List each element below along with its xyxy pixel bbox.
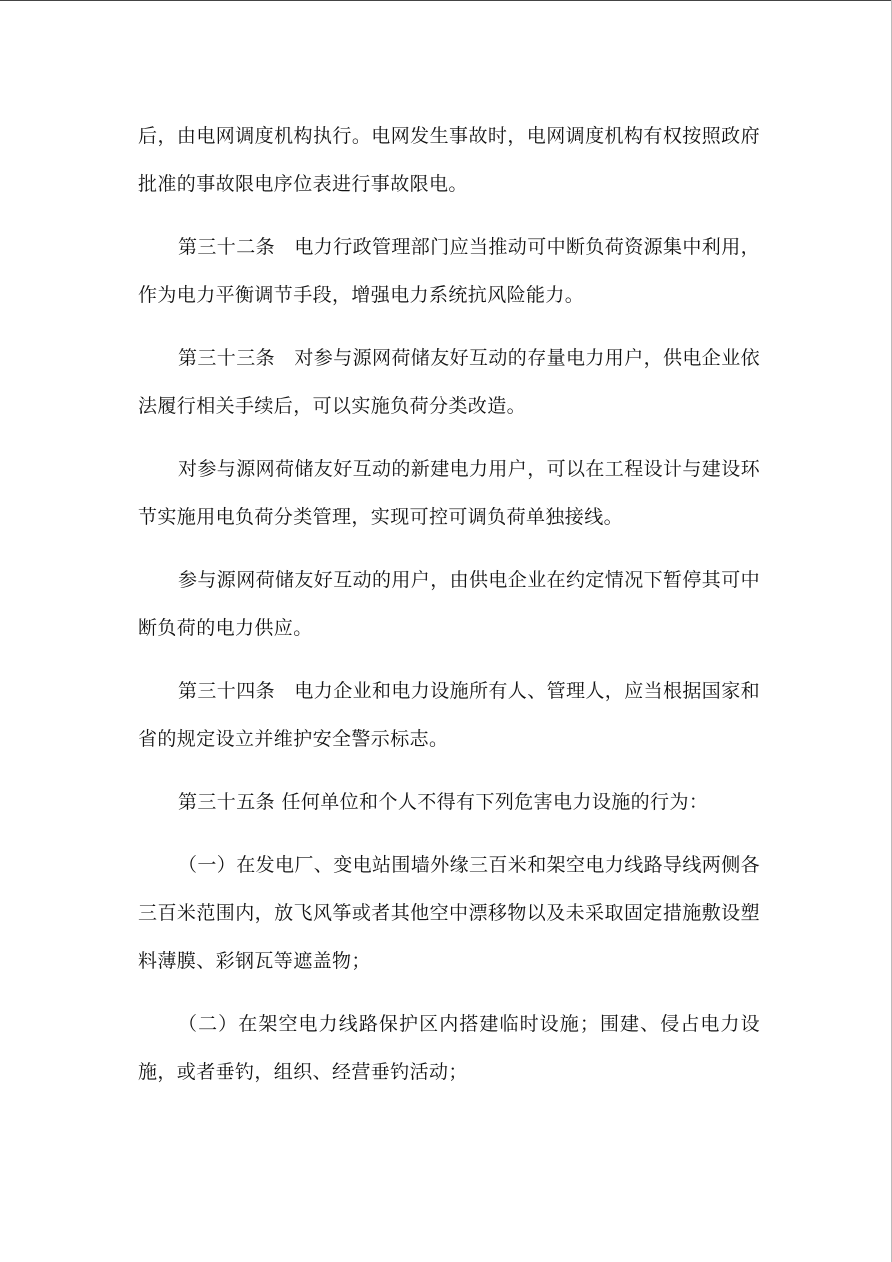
paragraph-article-35-item-1: （一）在发电厂、变电站围墙外缘三百米和架空电力线路导线两侧各三百米范围内，放飞风筝或者其他空中漂移物以及未采取固定措施敷设塑料薄膜、彩钢瓦等遮盖物；: [138, 854, 761, 972]
paragraph-article-33-new-users: 对参与源网荷储友好互动的新建电力用户，可以在工程设计与建设环节实施用电负荷分类管理，实现可控可调负荷单独接线。: [138, 458, 761, 528]
paragraph-article-35-item-2: （二）在架空电力线路保护区内搭建临时设施；围建、侵占电力设施，或者垂钓，组织、经营垂钓活动；: [138, 1013, 760, 1083]
paragraph-article-34: 第三十四条 电力企业和电力设施所有人、管理人，应当根据国家和省的规定设立并维护安全警示标志。: [138, 680, 761, 750]
paragraph-continuation: 后，由电网调度机构执行。电网发生事故时，电网调度机构有权按照政府批准的事故限电序位表进行事故限电。: [138, 125, 760, 195]
document-page: [138, 112, 760, 1111]
paragraph-article-33-interruption: 参与源网荷储友好互动的用户，由供电企业在约定情况下暂停其可中断负荷的电力供应。: [138, 569, 761, 639]
paragraph-article-33: 第三十三条 对参与源网荷储友好互动的存量电力用户，供电企业依法履行相关手续后，可以实施负荷分类改造。: [138, 347, 761, 417]
paragraph-article-35: 第三十五条 任何单位和个人不得有下列危害电力设施的行为：: [178, 791, 709, 813]
page-top-border: [0, 0, 892, 1]
paragraph-article-32: 第三十二条 电力行政管理部门应当推动可中断负荷资源集中利用，作为电力平衡调节手段，增强电力系统抗风险能力。: [138, 236, 761, 306]
